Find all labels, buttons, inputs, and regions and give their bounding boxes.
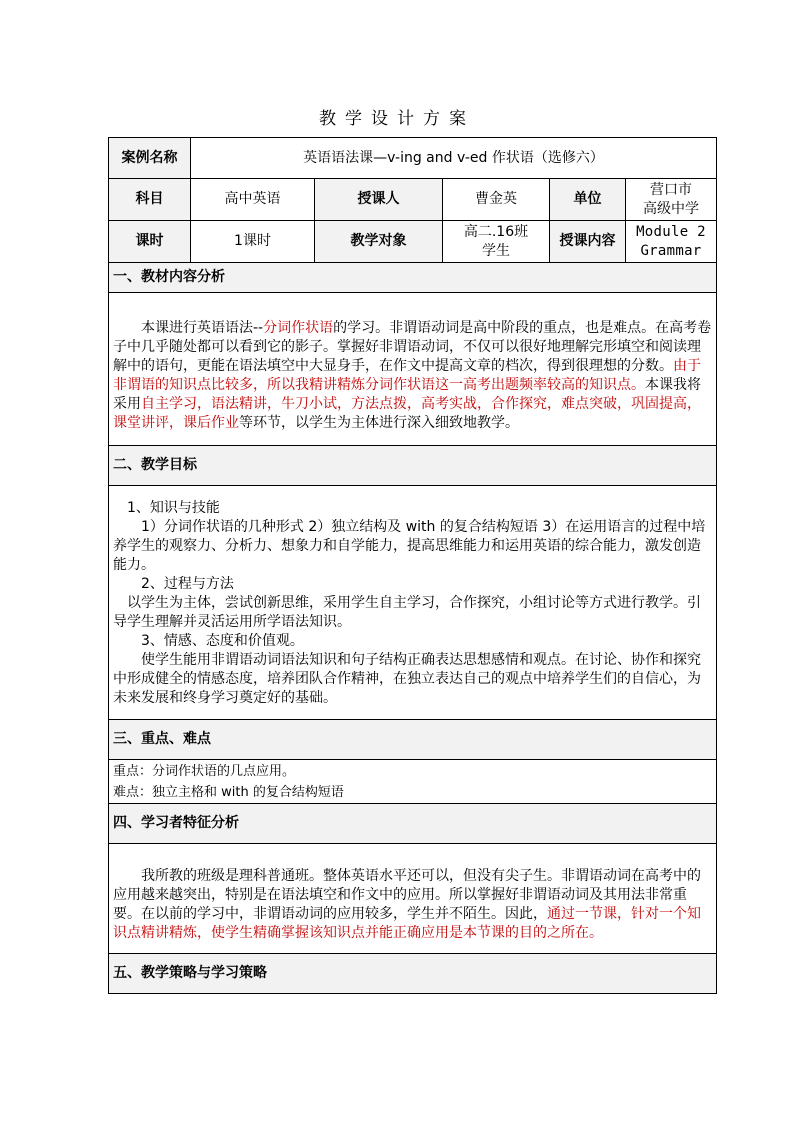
section-2-header-row bbox=[109, 446, 717, 486]
content-label: 授课内容 bbox=[550, 221, 626, 263]
case-name-label: 案例名称 bbox=[109, 138, 191, 179]
unit-value-line2: 高级中学 bbox=[643, 200, 699, 217]
s2-line-1: 1、知识与技能 bbox=[127, 499, 220, 516]
s1-text-4: 由于非谓语的知识点比较多，所以我精讲精炼分词作状语这一高考出题频率较高的知识点。 bbox=[113, 358, 701, 393]
subject-row bbox=[109, 179, 717, 221]
section-4-header-row bbox=[109, 804, 717, 844]
target-value-line2: 学生 bbox=[482, 242, 510, 259]
section-1-body-row bbox=[109, 293, 717, 446]
unit-label: 单位 bbox=[550, 179, 626, 221]
s2-line-6: 使学生能用非谓语动词语法知识和句子结构正确表达思想感情和观点。在讨论、协作和探究中形成健全的情感态度，培养团队合作精神，在独立表达自己的观点中培养学生们的自信心，为未来发展和终身学习奠定好的基础。 bbox=[113, 651, 701, 706]
section-5-heading: 五、教学策略与学习策略 bbox=[109, 954, 717, 994]
s2-line-4: 以学生为主体，尝试创新思维，采用学生自主学习，合作探究，小组讨论等方式进行教学。引导学生理解并灵活运用所学语法知识。 bbox=[113, 594, 701, 630]
lesson-plan-table bbox=[108, 137, 717, 994]
hours-row bbox=[109, 221, 717, 263]
s1-text-7: 等环节，以学生为主体进行深入细致地教学。 bbox=[239, 415, 519, 431]
s1-text-5: 本课我将采用 bbox=[113, 377, 701, 412]
case-name-row bbox=[109, 138, 717, 179]
s1-text-3: 的学习。非谓语动词是高中阶段的重点，也是难点。在高考卷子中几乎随处都可以看到它的影子。掌握好非谓语动词，不仅可以很好地理解完形填空和阅读理解中的语句，更能在语法填空中大显身手，在作文中提高文章的档次，得到很理想的分数。 bbox=[113, 320, 712, 374]
section-1-body bbox=[109, 293, 717, 446]
section-4-body bbox=[109, 844, 717, 954]
section-4-body-row bbox=[109, 844, 717, 954]
s3-difficulty: 难点：独立主格和 with 的复合结构短语 bbox=[113, 784, 344, 800]
s4-text-1: 我所教的班级是理科普通班。整体英语水平还可以，但没有尖子生。非谓语动词在高考中的应用越来越突出，特别是在语法填空和作文中的应用。所以掌握好非谓语动词及其用法非常重要。在以前的学习中，非谓语动词的应用较多，学生并不陌生。因此， bbox=[113, 867, 701, 922]
section-3-body bbox=[109, 760, 717, 804]
section-3-body-row bbox=[109, 760, 717, 804]
unit-value-line1: 营口市 bbox=[650, 181, 692, 198]
section-2-body-row bbox=[109, 486, 717, 720]
s1-text-2: 分词作状语 bbox=[263, 320, 334, 336]
section-3-heading: 三、重点、难点 bbox=[109, 720, 717, 760]
teacher-label: 授课人 bbox=[315, 179, 443, 221]
section-2-heading: 二、教学目标 bbox=[109, 446, 717, 486]
hours-label: 课时 bbox=[109, 221, 191, 263]
s2-line-5: 3、情感、态度和价值观。 bbox=[141, 632, 304, 649]
target-label: 教学对象 bbox=[315, 221, 443, 263]
target-value bbox=[443, 221, 550, 263]
s2-line-3: 2、过程与方法 bbox=[141, 575, 234, 592]
subject-value: 高中英语 bbox=[191, 179, 315, 221]
s4-text-2: 通过一节课，针对一个知识点精讲精炼，使学生精确掌握该知识点并能正确应用是本节课的目的之所在。 bbox=[113, 905, 701, 941]
section-4-heading: 四、学习者特征分析 bbox=[109, 804, 717, 844]
content-value bbox=[626, 221, 717, 263]
s2-line-2: 1）分词作状语的几种形式 2）独立结构及 with 的复合结构短语 3）在运用语言的过程中培养学生的观察力、分析力、想象力和自学能力，提高思维能力和运用英语的综合能力，激发创造能力。 bbox=[113, 518, 706, 573]
unit-value bbox=[626, 179, 717, 221]
content-value-line1: Module 2 bbox=[636, 223, 706, 240]
subject-label: 科目 bbox=[109, 179, 191, 221]
section-1-paragraph bbox=[113, 319, 712, 433]
case-name-value: 英语语法课—v-ing and v-ed 作状语（选修六） bbox=[191, 138, 717, 179]
content-value-line2: Grammar bbox=[640, 242, 702, 259]
s1-text-1: 本课进行英语语法-- bbox=[141, 320, 264, 336]
s1-text-6: 自主学习，语法精讲，牛刀小试，方法点拨，高考实战，合作探究，难点突破，巩固提高，课堂讲评，课后作业 bbox=[113, 396, 701, 431]
teacher-value: 曹金英 bbox=[443, 179, 550, 221]
section-1-header-row bbox=[109, 263, 717, 293]
section-5-header-row bbox=[109, 954, 717, 994]
document-title: 教学设计方案 bbox=[319, 109, 475, 129]
section-2-body bbox=[109, 486, 717, 720]
section-3-header-row bbox=[109, 720, 717, 760]
section-4-paragraph bbox=[113, 867, 712, 943]
section-1-heading: 一、教材内容分析 bbox=[109, 263, 717, 293]
hours-value: 1课时 bbox=[191, 221, 315, 263]
target-value-line1: 高二.16班 bbox=[463, 223, 529, 240]
s3-key-point: 重点：分词作状语的几点应用。 bbox=[113, 763, 296, 779]
